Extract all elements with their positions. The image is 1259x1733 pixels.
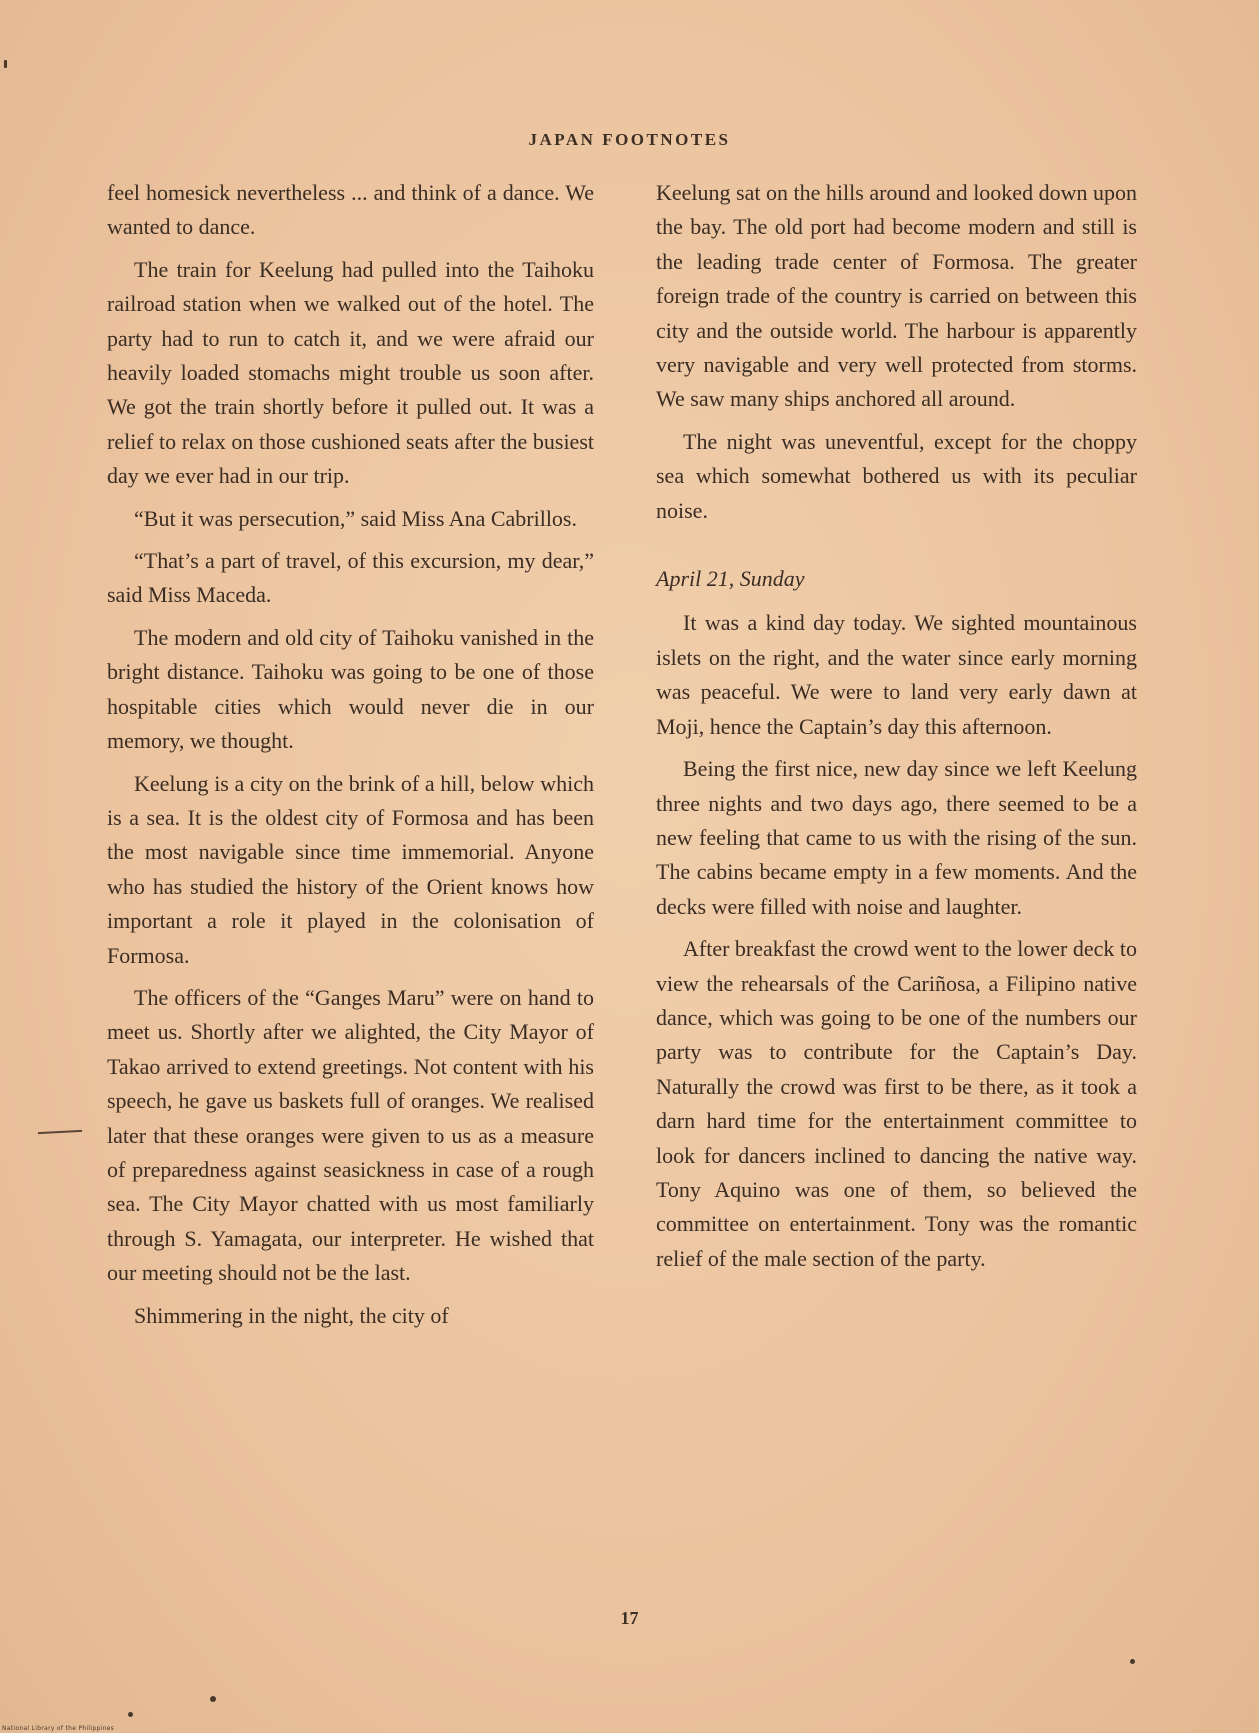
paragraph: The officers of the “Ganges Maru” were on hand to meet us. Shortly after we alighted, the City Mayor of Takao arrived to extend greetings. Not content with his speech, he gave us baskets full of oranges. We realised later that these oranges were given to us as a measure of preparedness against seasickness in case of a rough sea. The City Mayor chatted with us most familiarly through S. Yamagata, our interpreter. He wished that our meeting should not be the last.: [107, 984, 594, 1286]
date-heading: April 21, Sunday: [656, 566, 805, 592]
paragraph: Keelung sat on the hills around and looked down upon the bay. The old port had become modern and still is the leading trade center of Formosa. The greater foreign trade of the country is carried on between this city and the outside world. The harbour is apparently very navigable and very well protected from storms. We saw many ships anchored all around.: [656, 180, 1137, 412]
ink-scratch: [38, 1130, 82, 1134]
paragraph: After breakfast the crowd went to the lower deck to view the rehearsals of the Cariñosa, a Filipino native dance, which was going to be one of the numbers our party was to contribute for the Captain’s Day. Naturally the crowd was first to be there, as it took a darn hard time for the entertainment committee to look for dancers inclined to dancing the native way. Tony Aquino was one of them, so believed the committee on entertainment. Tony was the romantic relief of the male section of the party.: [656, 936, 1137, 1271]
ink-speck: [1130, 1659, 1135, 1664]
left-column: [107, 176, 594, 1341]
ink-speck: [128, 1712, 133, 1717]
paragraph: Being the first nice, new day since we left Keelung three nights and two days ago, there seemed to be a new feeling that came to us with the rising of the sun. The cabins became empty in a few moments. And the decks were filled with noise and laughter.: [656, 756, 1137, 919]
paragraph: The train for Keelung had pulled into the Taihoku railroad station when we walked out of the hotel. The party had to run to catch it, and we were afraid our heavily loaded stomachs might trouble us soon after. We got the train shortly before it pulled out. It was a relief to relax on those cushioned seats after the busiest day we ever had in our trip.: [107, 256, 594, 489]
page-number: 17: [620, 1608, 639, 1628]
ink-speck: [210, 1696, 216, 1702]
running-head: JAPAN FOOTNOTES: [528, 130, 731, 149]
right-column: [656, 176, 1137, 1284]
paragraph: Keelung is a city on the brink of a hill, below which is a sea. It is the oldest city of Formosa and has been the most navigable since time immemorial. Anyone who has studied the history of the Orient knows how important a role it played in the colonisation of Formosa.: [107, 770, 594, 968]
paragraph: It was a kind day today. We sighted mountainous islets on the right, and the water since early morning was peaceful. We were to land very early dawn at Moji, hence the Captain’s day this afternoon.: [656, 610, 1137, 739]
footer-credit: National Library of the Philippines: [2, 1725, 115, 1732]
paragraph: “But it was persecution,” said Miss Ana Cabrillos.: [134, 505, 577, 531]
paragraph: The night was uneventful, except for the choppy sea which somewhat bothered us with its peculiar noise.: [656, 428, 1137, 523]
paragraph: feel homesick nevertheless ... and think of a dance. We wanted to dance.: [107, 180, 594, 240]
paragraph: The modern and old city of Taihoku vanished in the bright distance. Taihoku was going to be one of those hospitable cities which would never die in our memory, we thought.: [107, 624, 594, 754]
ink-speck: [4, 60, 7, 68]
paragraph: “That’s a part of travel, of this excursion, my dear,” said Miss Maceda.: [107, 548, 594, 608]
paragraph: Shimmering in the night, the city of: [134, 1302, 449, 1328]
